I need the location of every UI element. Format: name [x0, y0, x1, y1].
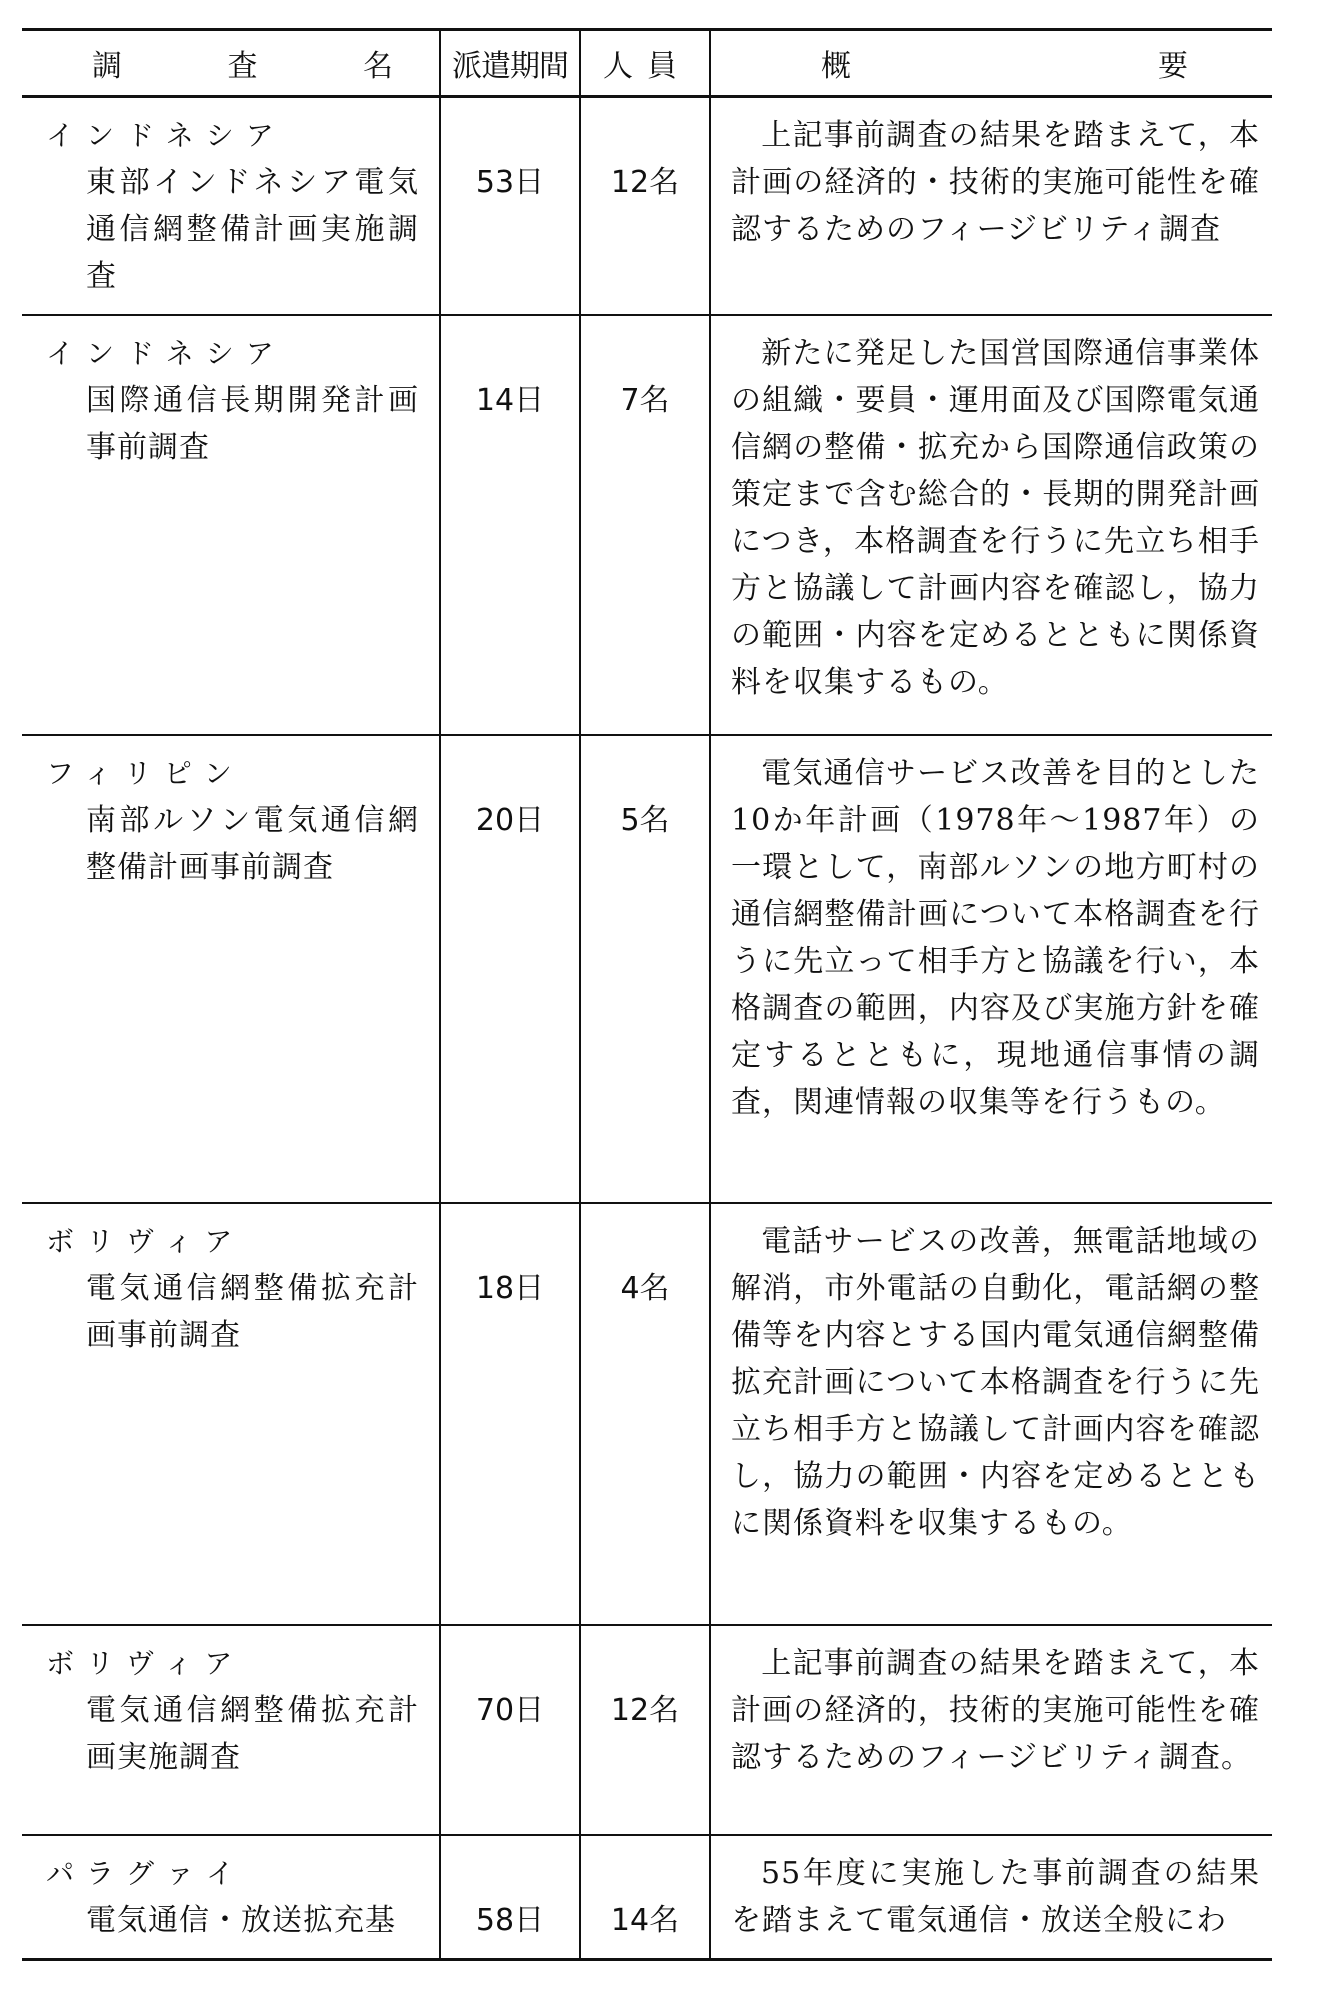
project-name: 電気通信網整備拡充計画事前調査 [86, 1271, 419, 1353]
staff-cell: 7名 [580, 315, 710, 735]
table-body [22, 97, 1272, 1960]
summary-text: 上記事前調査の結果を踏まえて，本計画の経済的・技術的実施可能性を確認するためのフィージビリティ調査 [731, 118, 1260, 247]
survey-table [22, 28, 1272, 1961]
survey-name-cell [22, 1203, 440, 1625]
staff-cell: 14名 [580, 1835, 710, 1960]
table-row [22, 315, 1272, 735]
table-header [22, 30, 1272, 97]
summary-text: 上記事前調査の結果を踏まえて，本計画の経済的，技術的実施可能性を確認するためのフィージビリティ調査。 [731, 1646, 1260, 1775]
country-name: インドネシア [46, 119, 286, 152]
summary-cell [710, 1203, 1272, 1625]
header-staff-char-2: 員 [647, 49, 677, 84]
staff-cell: 12名 [580, 97, 710, 316]
header-staff [580, 30, 710, 97]
staff-cell: 4名 [580, 1203, 710, 1625]
project-name: 電気通信網整備拡充計画実施調査 [86, 1693, 419, 1775]
country-name: パラグァイ [46, 1857, 247, 1890]
header-name-char-1: 調 [92, 49, 122, 84]
period-cell: 18日 [440, 1203, 580, 1625]
survey-name-cell [22, 1835, 440, 1960]
header-staff-char-1: 人 [603, 49, 633, 84]
period-cell: 53日 [440, 97, 580, 316]
country-name: ボリヴィア [46, 1647, 245, 1680]
table-row [22, 1835, 1272, 1960]
header-name-char-3: 名 [363, 49, 393, 84]
project-name: 電気通信・放送拡充基 [86, 1903, 396, 1938]
summary-cell [710, 315, 1272, 735]
period-cell: 20日 [440, 735, 580, 1203]
project-name: 東部インドネシア電気通信網整備計画実施調査 [86, 165, 419, 294]
country-name: フィリピン [46, 757, 244, 790]
project-name: 南部ルソン電気通信網整備計画事前調査 [86, 803, 419, 885]
header-name-char-2: 査 [227, 49, 258, 84]
header-row [22, 30, 1272, 97]
header-summary [710, 30, 1272, 97]
summary-cell [710, 97, 1272, 316]
header-period [440, 30, 580, 97]
staff-cell: 12名 [580, 1625, 710, 1835]
country-name: ボリヴィア [46, 1225, 245, 1258]
header-survey-name [22, 30, 440, 97]
period-cell: 70日 [440, 1625, 580, 1835]
summary-text: 電気通信サービス改善を目的とした10か年計画（1978年～1987年）の一環として，南部ルソンの地方町村の通信網整備計画について本格調査を行うに先立って相手方と協議を行い，本格調査の範囲，内容及び実施方針を確定するとともに，現地通信事情の調査，関連情報の収集等を行うもの。 [731, 756, 1260, 1120]
header-period-label: 派遣期間 [452, 49, 568, 84]
summary-text: 電話サービスの改善，無電話地域の解消，市外電話の自動化，電話網の整備等を内容とする国内電気通信網整備拡充計画について本格調査を行うに先立ち相手方と協議して計画内容を確認し，協力の範囲・内容を定めるとともに関係資料を収集するもの。 [731, 1224, 1260, 1541]
survey-name-cell [22, 97, 440, 316]
table-row [22, 735, 1272, 1203]
summary-cell [710, 735, 1272, 1203]
survey-name-cell [22, 1625, 440, 1835]
table-row [22, 1625, 1272, 1835]
summary-cell [710, 1835, 1272, 1960]
survey-name-cell [22, 735, 440, 1203]
summary-cell [710, 1625, 1272, 1835]
project-name: 国際通信長期開発計画事前調査 [86, 383, 419, 465]
header-summary-char-2: 要 [1158, 49, 1188, 84]
period-cell: 58日 [440, 1835, 580, 1960]
summary-text: 55年度に実施した事前調査の結果を踏まえて電気通信・放送全般にわ [731, 1856, 1260, 1938]
period-cell: 14日 [440, 315, 580, 735]
summary-text: 新たに発足した国営国際通信事業体の組織・要員・運用面及び国際電気通信網の整備・拡充から国際通信政策の策定まで含む総合的・長期的開発計画につき，本格調査を行うに先立ち相手方と協議して計画内容を確認し，協力の範囲・内容を定めるとともに関係資料を収集するもの。 [731, 336, 1260, 700]
staff-cell: 5名 [580, 735, 710, 1203]
survey-name-cell [22, 315, 440, 735]
header-summary-char-1: 概 [821, 49, 851, 84]
table-row [22, 97, 1272, 316]
table-row [22, 1203, 1272, 1625]
country-name: インドネシア [46, 337, 286, 370]
